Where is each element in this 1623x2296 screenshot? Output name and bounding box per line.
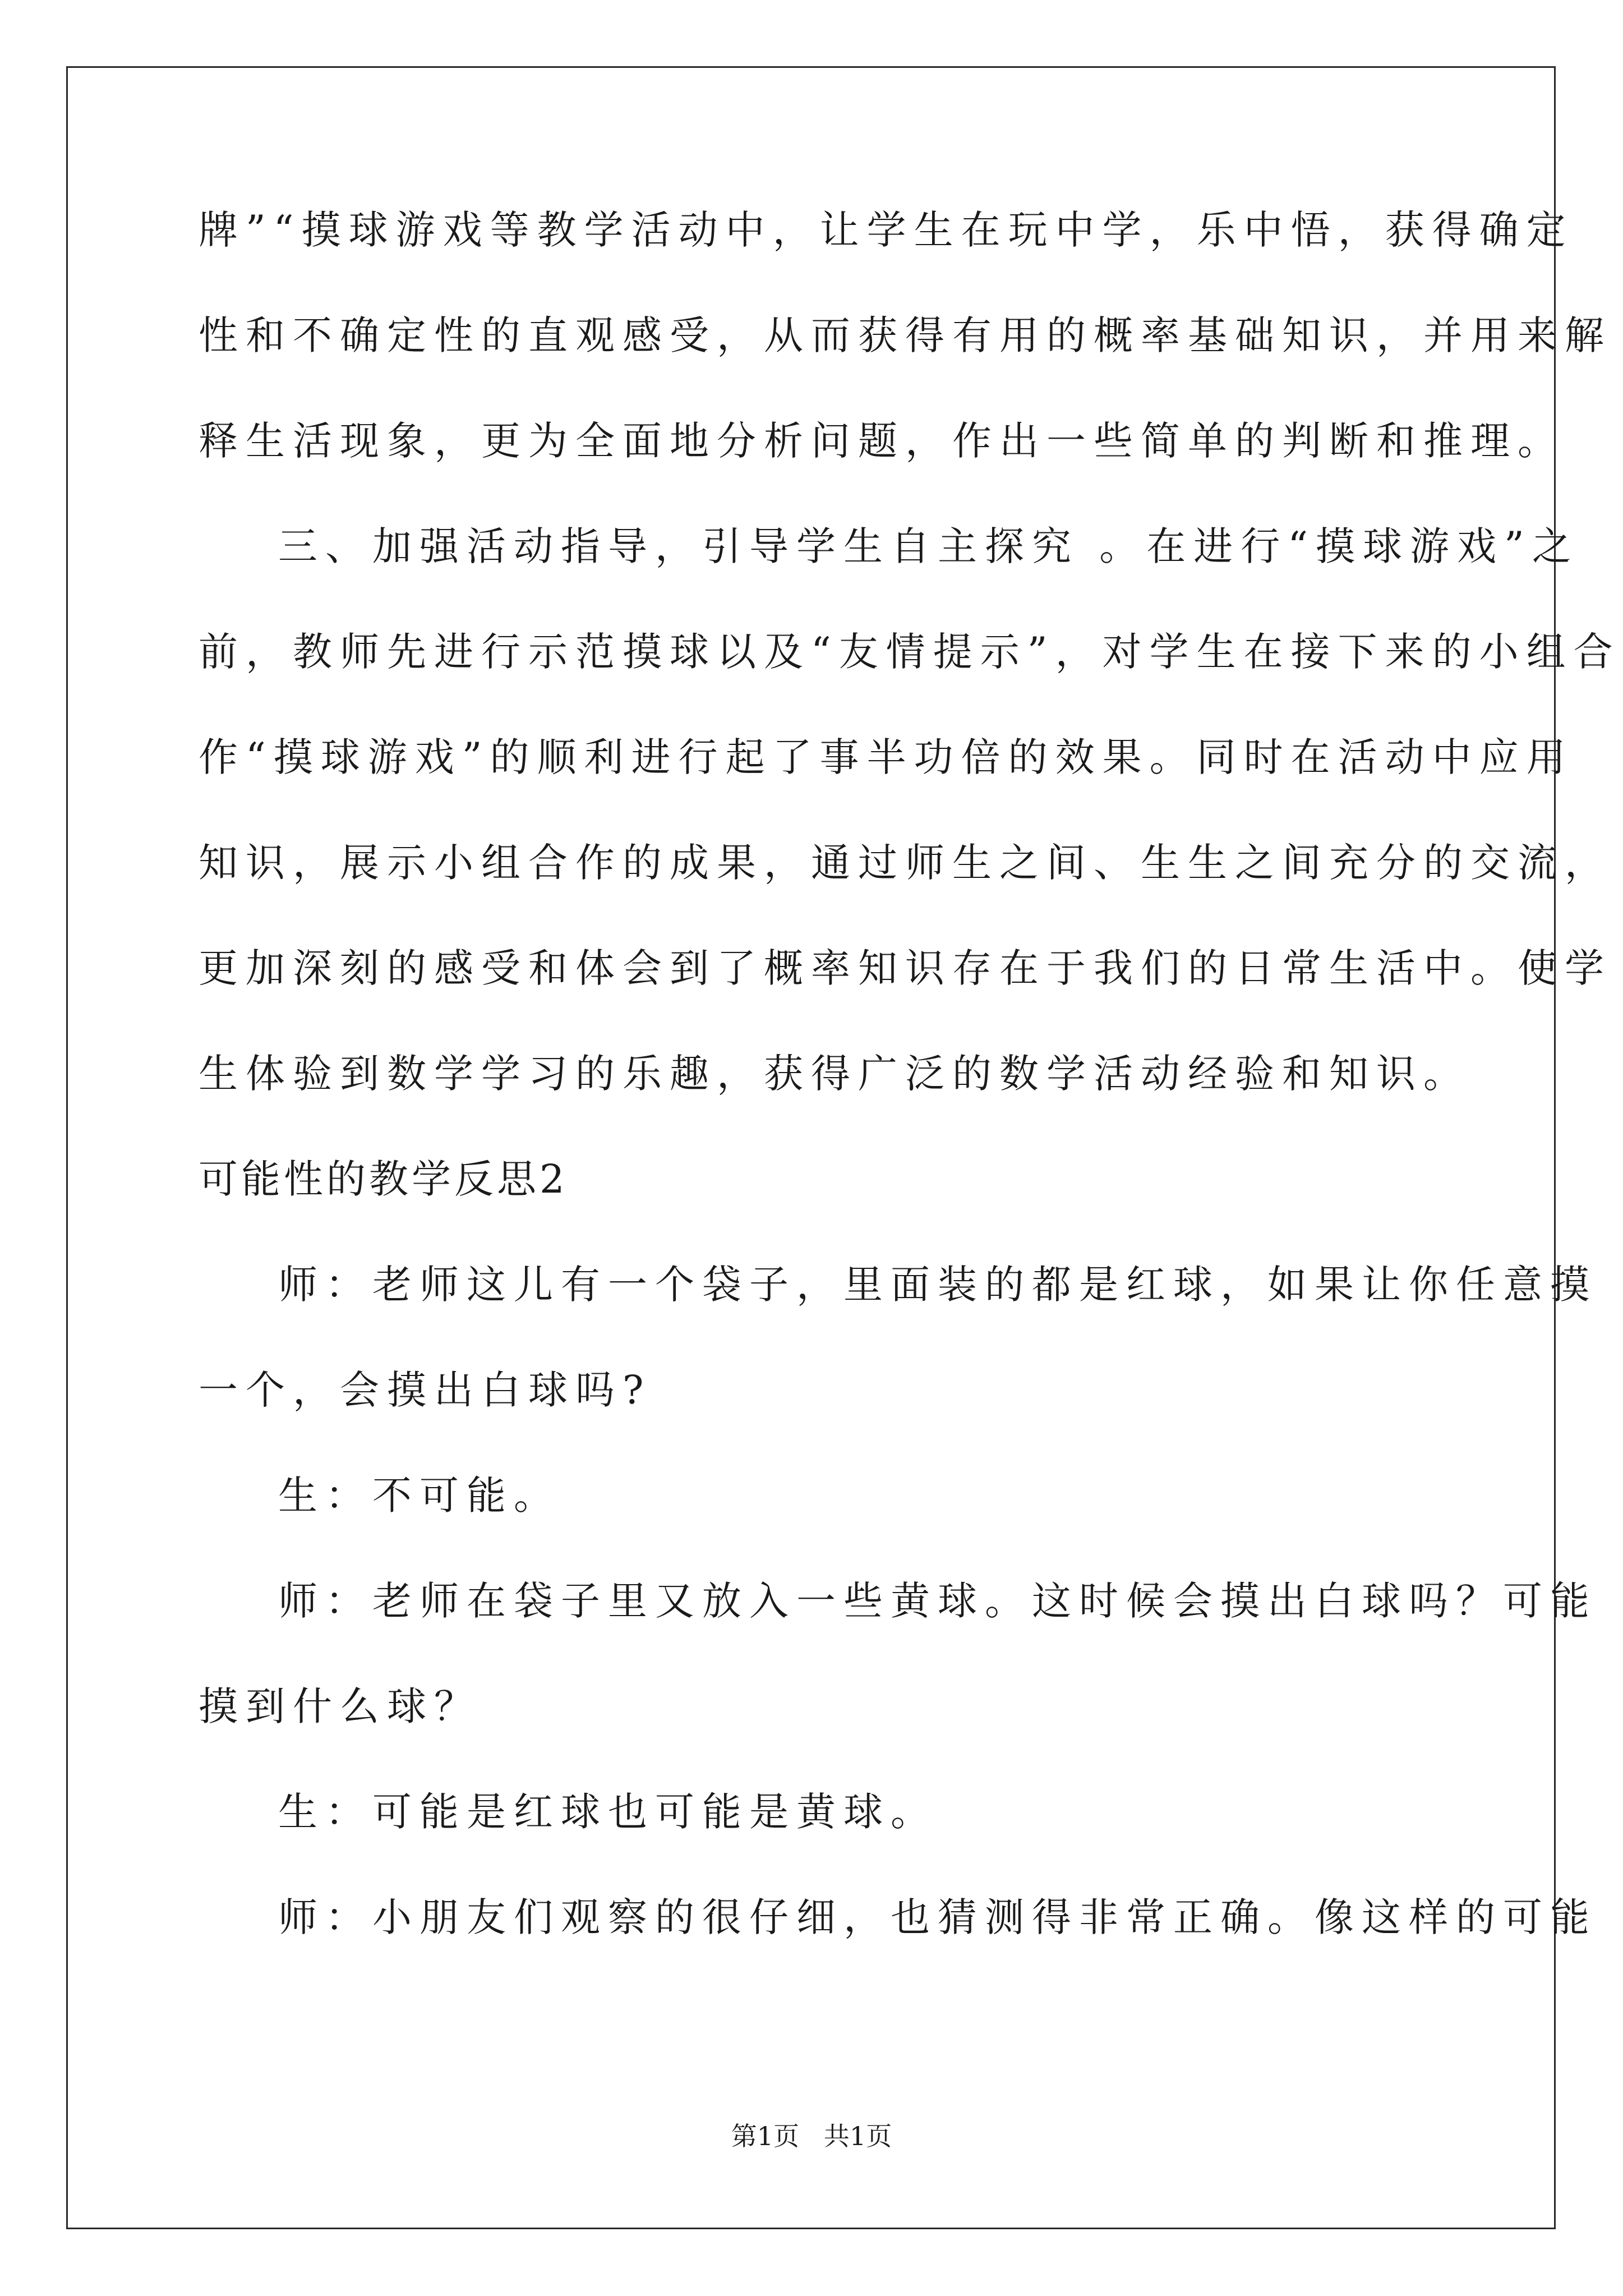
text-line-6: 作“摸球游戏”的顺利进行起了事半功倍的效果。同时在活动中应用 [199, 734, 1574, 780]
page-footer: 第1页 共1页 [731, 2121, 892, 2151]
section-heading: 可能性的教学反思2 [199, 1156, 568, 1202]
text-line-4: 三、加强活动指导，引导学生自主探究 。在进行“摸球游戏”之 [278, 523, 1579, 569]
text-line-8: 更加深刻的感受和体会到了概率知识存在于我们的日常生活中。使学 [199, 945, 1612, 991]
text-line-16: 生：可能是红球也可能是黄球。 [278, 1789, 938, 1835]
text-line-1: 牌”“摸球游戏等教学活动中，让学生在玩中学，乐中悟，获得确定 [199, 207, 1574, 253]
text-line-9: 生体验到数学学习的乐趣，获得广泛的数学活动经验和知识。 [199, 1051, 1470, 1097]
text-line-13: 生：不可能。 [278, 1473, 561, 1519]
text-line-7: 知识，展示小组合作的成果，通过师生之间、生生之间充分的交流， [199, 840, 1612, 886]
text-line-11: 师：老师这儿有一个袋子，里面装的都是红球，如果让你任意摸 [278, 1262, 1597, 1308]
text-line-2: 性和不确定性的直观感受，从而获得有用的概率基础知识，并用来解 [199, 312, 1612, 358]
text-line-12: 一个，会摸出白球吗? [199, 1367, 652, 1413]
text-line-15: 摸到什么球？ [199, 1683, 481, 1729]
text-line-14: 师：老师在袋子里又放入一些黄球。这时候会摸出白球吗？可能 [278, 1578, 1597, 1624]
text-line-17: 师：小朋友们观察的很仔细，也猜测得非常正确。像这样的可能 [278, 1894, 1597, 1940]
text-line-3: 释生活现象，更为全面地分析问题，作出一些简单的判断和推理。 [199, 418, 1565, 464]
text-line-5: 前，教师先进行示范摸球以及“友情提示”，对学生在接下来的小组合 [199, 629, 1621, 675]
